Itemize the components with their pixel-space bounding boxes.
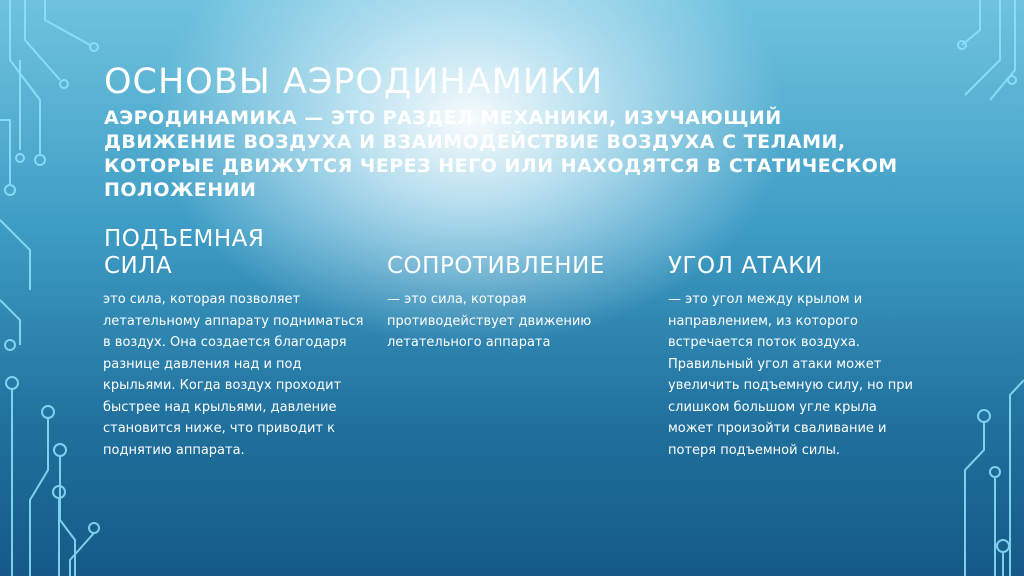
column-text-lift: это сила, которая позволяет летательному аппарату подниматься в воздух. Она создается благодаря разнице давления над и под крыльями. Когда воздух проходит быстрее над крыльями, давление становится ниже, что приводит к поднятию аппарата.	[103, 292, 364, 458]
column-heading-drag: СОПРОТИВЛЕНИЕ	[387, 253, 605, 279]
column-text-angle-of-attack: — это угол между крылом и направлением, из которого встречается поток воздуха. Правильный угол атаки может увеличить подъемную силу, но при слишком большом угле крыла может произойти сваливание и потеря подъемной силы.	[668, 292, 913, 458]
column-heading-angle-of-attack: УГОЛ АТАКИ	[668, 253, 823, 279]
slide-title: ОСНОВЫ АЭРОДИНАМИКИ	[104, 62, 604, 102]
column-text-drag: — это сила, которая противодействует движению летательного аппарата	[387, 292, 592, 350]
slide-subtitle: АЭРОДИНАМИКА — ЭТО РАЗДЕЛ МЕХАНИКИ, ИЗУЧАЮЩИЙ ДВИЖЕНИЕ ВОЗДУХА И ВЗАИМОДЕЙСТВИЕ ВОЗДУХА С ТЕЛАМИ, КОТОРЫЕ ДВИЖУТСЯ ЧЕРЕЗ НЕГО ИЛИ НАХОДЯТСЯ В СТАТИЧЕСКОМ ПОЛОЖЕНИИ	[104, 107, 898, 201]
column-heading-lift: ПОДЪЕМНАЯ СИЛА	[104, 226, 265, 279]
